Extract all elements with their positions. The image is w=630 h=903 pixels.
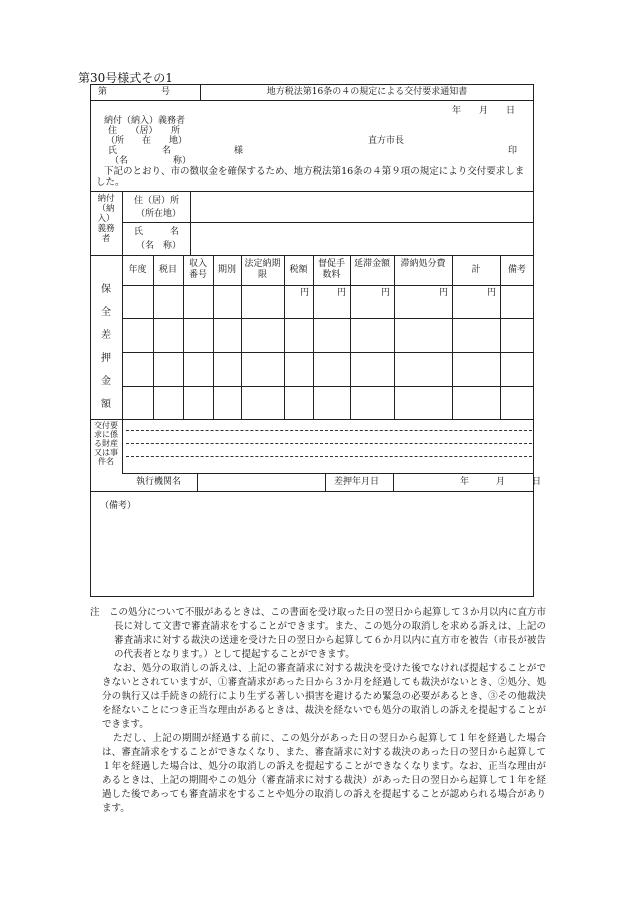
note-paragraph: ただし、上記の期間が経過する前に、この処分があった日の翌日から起算して１年を経過した場合は、審査請求をすることができなくなり、また、審査請求に対する裁決のあった日の翌日から起算して１年を経過した場合は、処分の取消しの訴えを提起することができなくなります。なお、正当な理由があるときは、上記の期間やこの処分（審査請求に対する裁決）があった日の翌日から起算して１年を経過した後であっても審査請求をすることや処分の取消しの訴えを提起することが認められる場合があります。 <box>102 733 546 814</box>
table-cell[interactable] <box>154 353 182 385</box>
divider <box>90 100 534 101</box>
taxpayer-label: 納付（納入）義務者 <box>104 116 186 126</box>
table-cell[interactable] <box>285 286 312 317</box>
divider <box>197 473 198 491</box>
unit-label: 円 <box>299 288 309 298</box>
table-cell[interactable] <box>154 319 182 351</box>
column-header: 備考 <box>507 265 526 275</box>
property-vertical-label: 交付要求に係る財産又は事件名 <box>94 421 118 466</box>
column-header: 滞納処分費 <box>400 259 446 269</box>
table-cell[interactable] <box>242 319 283 351</box>
table-cell[interactable] <box>395 319 451 351</box>
obligor-address-sub: （所在地） <box>136 209 182 219</box>
column-header: 税額 <box>289 265 308 275</box>
note-paragraph: 注 この処分について不服があるときは、この書面を受け取った日の翌日から起算して３か月以内に直方市長に対して文書で審査請求をすることができます。また、この処分の取消しを求める訴えは、上記の審査請求に対する裁決の送達を受けた日の翌日から起算して６か月以内に直方市を被告（市長が被告の代表者となります。）として提起することができます。 <box>90 607 546 660</box>
note-paragraph: なお、処分の取消しの訴えは、上記の審査請求に対する裁決を受けた後でなければ提起することができないとされていますが、①審査請求があった日から３か月を経過しても裁決がないとき、②処分、処分の執行又は手続きの続行により生ずる著しい損害を避けるため緊急の必要があるとき、③その他裁決を経ないことにつき正当な理由があるときは、裁決を経ないでも処分の取消しの訴えを提起することができます。 <box>102 663 546 730</box>
divider <box>90 419 534 420</box>
table-cell[interactable] <box>285 353 312 385</box>
amount-vertical-label: 保全差押金額 <box>101 284 111 410</box>
table-cell[interactable] <box>123 353 152 385</box>
table-cell[interactable] <box>453 319 499 351</box>
table-cell[interactable] <box>184 286 212 317</box>
table-cell[interactable] <box>314 387 349 418</box>
table-cell[interactable] <box>184 387 212 418</box>
table-cell[interactable] <box>184 353 212 385</box>
table-cell[interactable] <box>314 319 349 351</box>
name-sub-label: （名 称） <box>110 156 192 166</box>
column-header: 税目 <box>158 265 177 275</box>
table-cell[interactable] <box>395 387 451 418</box>
column-header: 計 <box>471 265 481 275</box>
obligor-name-sub: （名 称） <box>136 241 182 251</box>
divider <box>90 491 534 492</box>
table-cell[interactable] <box>395 353 451 385</box>
table-cell[interactable] <box>314 353 349 385</box>
table-cell[interactable] <box>351 387 393 418</box>
table-cell[interactable] <box>501 353 533 385</box>
agency-label: 執行機関名 <box>136 477 182 487</box>
table-cell[interactable] <box>123 286 152 317</box>
form-title: 第30号様式その1 <box>78 71 173 85</box>
table-cell[interactable] <box>314 286 349 317</box>
table-cell[interactable] <box>285 319 312 351</box>
mayor-title: 直方市長 <box>368 136 405 146</box>
seizure-date-label: 差押年月日 <box>334 477 380 487</box>
table-cell[interactable] <box>395 286 451 317</box>
divider <box>393 473 394 491</box>
seizure-date-value: 年 月 日 <box>460 477 542 487</box>
name-label: 氏 名 様 <box>108 146 244 156</box>
property-line[interactable] <box>126 443 532 444</box>
unit-label: 円 <box>380 288 390 298</box>
table-cell[interactable] <box>154 286 182 317</box>
column-header: 法定納期限 <box>244 259 281 280</box>
column-header: 収入番号 <box>188 259 207 280</box>
table-cell[interactable] <box>242 286 283 317</box>
obligor-address-label: 住（居）所 <box>134 196 180 206</box>
divider <box>190 191 191 255</box>
table-cell[interactable] <box>351 286 393 317</box>
table-cell[interactable] <box>214 353 240 385</box>
table-cell[interactable] <box>453 387 499 418</box>
table-cell[interactable] <box>214 319 240 351</box>
unit-label: 円 <box>486 288 496 298</box>
table-cell[interactable] <box>501 387 533 418</box>
table-cell[interactable] <box>214 387 240 418</box>
table-cell[interactable] <box>501 319 533 351</box>
divider <box>122 222 534 223</box>
issue-date: 年 月 日 <box>452 106 516 116</box>
column-header: 年度 <box>128 265 147 275</box>
table-cell[interactable] <box>351 353 393 385</box>
column-header: 督促手数料 <box>317 259 345 280</box>
table-cell[interactable] <box>123 319 152 351</box>
address-label: 住 （居） 所 <box>108 126 181 136</box>
table-cell[interactable] <box>242 353 283 385</box>
document-number-label: 第 号 <box>98 87 171 97</box>
table-cell[interactable] <box>285 387 312 418</box>
table-cell[interactable] <box>242 387 283 418</box>
table-cell[interactable] <box>123 387 152 418</box>
column-header: 期別 <box>217 265 236 275</box>
obligor-name-label: 氏 名 <box>134 227 180 237</box>
address-sub-label: （所 在 地） <box>106 136 188 146</box>
notice-body: 下記のとおり、市の徴収金を確保するため、地方税法第16条の４第９項の規定により交付要求しました。 <box>96 166 525 188</box>
divider <box>90 191 534 192</box>
divider <box>122 473 534 474</box>
column-header: 延滞金額 <box>353 259 390 269</box>
divider <box>90 255 534 256</box>
table-cell[interactable] <box>154 387 182 418</box>
divider <box>325 473 326 491</box>
document-title: 地方税法第16条の４の規定による交付要求通知書 <box>266 87 468 97</box>
table-cell[interactable] <box>184 319 212 351</box>
table-cell[interactable] <box>453 353 499 385</box>
seal-mark: 印 <box>508 146 518 156</box>
table-cell[interactable] <box>453 286 499 317</box>
unit-label: 円 <box>336 288 346 298</box>
remarks-label: （備考） <box>100 501 137 511</box>
unit-label: 円 <box>438 288 448 298</box>
property-line[interactable] <box>126 430 532 431</box>
table-cell[interactable] <box>351 319 393 351</box>
table-cell[interactable] <box>214 286 240 317</box>
table-cell[interactable] <box>501 286 533 317</box>
property-line[interactable] <box>126 456 532 457</box>
obligor-vertical-label: 納付（納入）義務者 <box>97 194 115 244</box>
legal-notes <box>90 606 546 816</box>
